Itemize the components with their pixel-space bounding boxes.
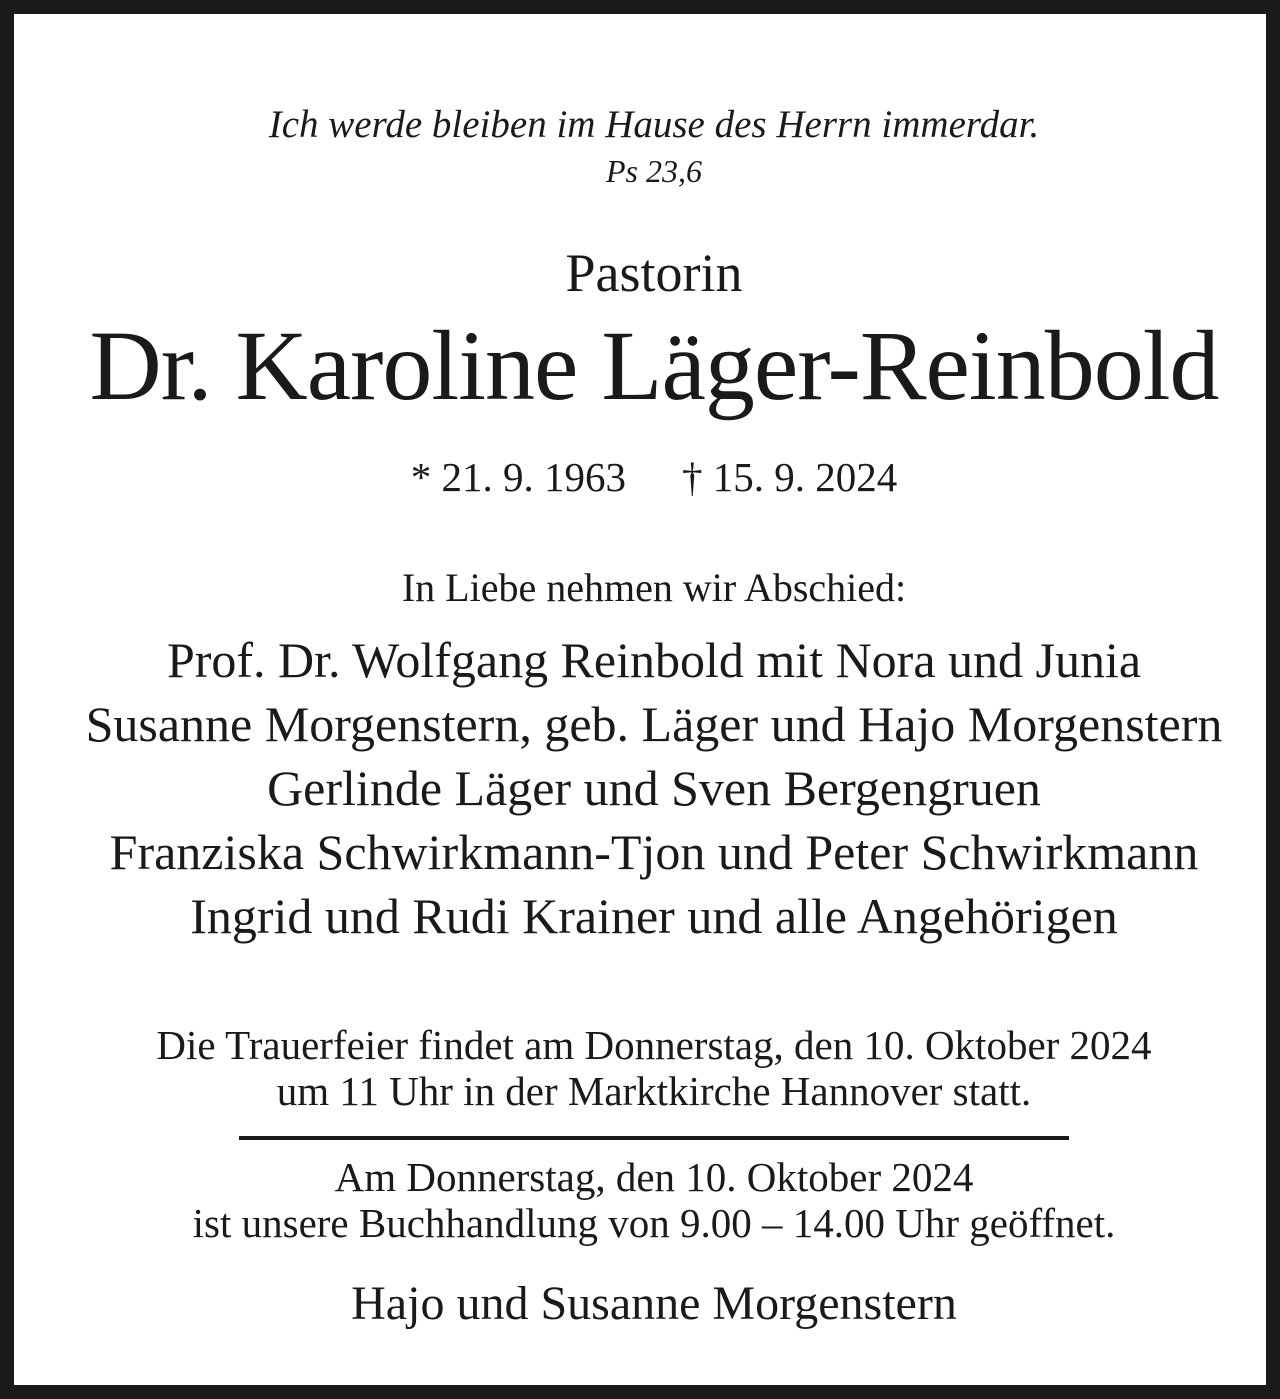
mourner-line: Prof. Dr. Wolfgang Reinbold mit Nora und Junia	[166, 632, 1142, 688]
mourner-line: Susanne Morgenstern, geb. Läger und Hajo Morgenstern	[85, 696, 1223, 752]
shop-notice-line-1: Am Donnerstag, den 10. Oktober 2024	[334, 1154, 974, 1200]
farewell-intro: In Liebe nehmen wir Abschied:	[401, 565, 907, 610]
obituary-content	[28, 28, 1280, 1399]
life-dates	[28, 452, 1280, 502]
bible-quote: Ich werde bleiben im Hause des Herrn immerdar.	[268, 103, 1040, 146]
service-info-line-1: Die Trauerfeier findet am Donnerstag, den 10. Oktober 2024	[156, 1022, 1152, 1068]
deceased-name: Dr. Karoline Läger-Reinbold	[89, 310, 1219, 421]
deceased-title: Pastorin	[565, 243, 743, 303]
shop-notice-line-2: ist unsere Buchhandlung von 9.00 – 14.00 Uhr geöffnet.	[192, 1200, 1116, 1246]
bible-reference: Ps 23,6	[606, 153, 702, 189]
divider-rule	[239, 1136, 1069, 1140]
birth-date: * 21. 9. 1963	[410, 454, 626, 500]
mourner-line: Franziska Schwirkmann-Tjon und Peter Schwirkmann	[109, 824, 1199, 880]
mourner-line: Gerlinde Läger und Sven Bergengruen	[267, 760, 1041, 816]
death-date: † 15. 9. 2024	[682, 454, 898, 500]
service-info-line-2: um 11 Uhr in der Marktkirche Hannover statt.	[276, 1068, 1032, 1114]
mourners-list	[28, 628, 1280, 948]
mourner-line: Ingrid und Rudi Krainer und alle Angehörigen	[190, 888, 1118, 944]
signature: Hajo und Susanne Morgenstern	[351, 1277, 957, 1330]
